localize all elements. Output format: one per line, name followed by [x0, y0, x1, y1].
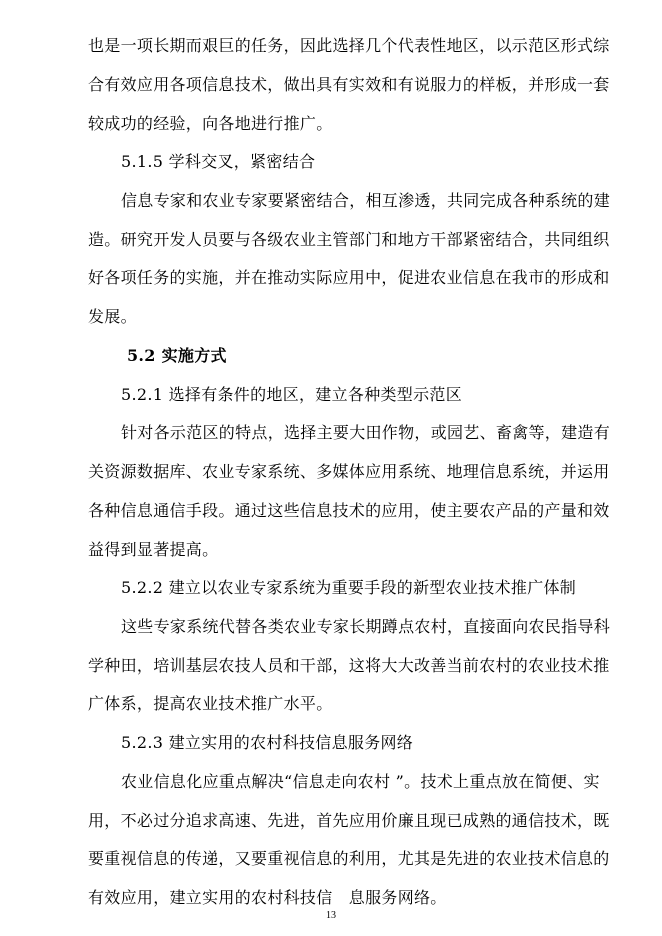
body-text-line: 学种田，培训基层农技人员和干部，这将大大改善当前农村的农业技术推: [88, 656, 610, 675]
body-text-line: 广体系，提高农业技术推广水平。: [88, 694, 333, 713]
body-text-line: 较成功的经验，向各地进行推广。: [88, 114, 333, 133]
subsection-heading: 5.2.2 建立以农业专家系统为重要手段的新型农业技术推广体制: [121, 578, 577, 597]
body-text-line: 益得到显著提高。: [88, 540, 219, 559]
body-text-line: 这些专家系统代替各类农业专家长期蹲点农村，直接面向农民指导科: [121, 617, 611, 636]
body-text-line: 有效应用，建立实用的农村科技信 息服务网络。: [88, 888, 447, 907]
subsection-heading: 5.2.3 建立实用的农村科技信息服务网络: [121, 733, 414, 752]
section-heading: 5.2 实施方式: [127, 346, 227, 365]
subsection-heading: 5.1.5 学科交叉，紧密结合: [121, 152, 316, 171]
body-text-line: 好各项任务的实施，并在推动实际应用中，促进农业信息在我市的形成和: [88, 268, 610, 287]
body-text-line: 要重视信息的传递，又要重视信息的利用，尤其是先进的农业技术信息的: [88, 849, 610, 868]
body-text-line: 造。研究开发人员要与各级农业主管部门和地方干部紧密结合，共同组织: [88, 230, 610, 249]
body-text-line: 关资源数据库、农业专家系统、多媒体应用系统、地理信息系统，并运用: [88, 462, 610, 481]
body-text-line: 农业信息化应重点解决“信息走向农村 ”。技术上重点放在简便、实: [121, 772, 600, 791]
body-text-line: 合有效应用各项信息技术，做出具有实效和有说服力的样板，并形成一套: [88, 75, 610, 94]
body-text-line: 针对各示范区的特点，选择主要大田作物，或园艺、畜禽等，建造有: [121, 423, 611, 442]
body-text-line: 发展。: [88, 307, 137, 326]
body-text-line: 也是一项长期而艰巨的任务，因此选择几个代表性地区，以示范区形式综: [88, 36, 610, 55]
body-text-line: 信息专家和农业专家要紧密结合，相互渗透，共同完成各种系统的建: [121, 191, 611, 210]
page-number: 13: [326, 910, 336, 921]
body-text-line: 各种信息通信手段。通过这些信息技术的应用，使主要农产品的产量和效: [88, 501, 610, 520]
body-text-line: 用，不必过分追求高速、先进，首先应用价廉且现已成熟的通信技术，既: [88, 811, 610, 830]
subsection-heading: 5.2.1 选择有条件的地区，建立各种类型示范区: [121, 385, 462, 404]
